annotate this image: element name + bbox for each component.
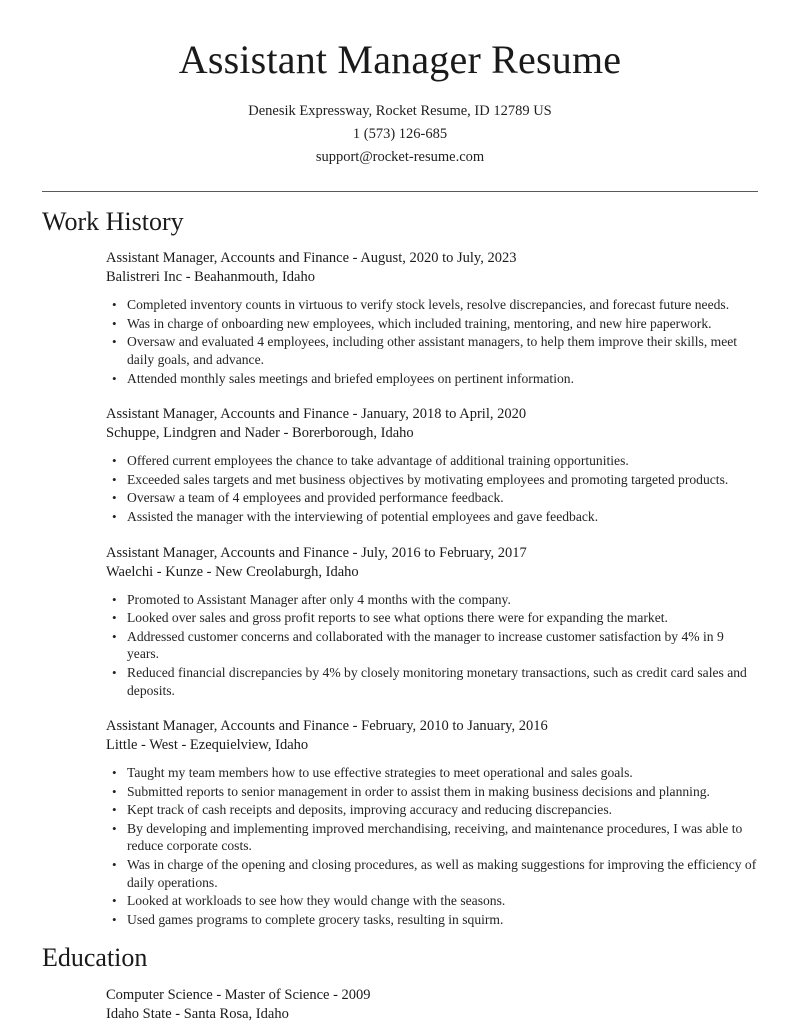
list-item bbox=[106, 591, 758, 609]
bullet-text: Used games programs to complete grocery tasks, resulting in squirm. bbox=[127, 911, 504, 927]
list-item bbox=[106, 452, 758, 470]
bullet-icon: • bbox=[112, 783, 117, 799]
page-title: Assistant Manager Resume bbox=[178, 37, 622, 82]
bullet-icon: • bbox=[112, 334, 117, 350]
section-heading-work-history: Work History bbox=[42, 207, 184, 236]
work-entry bbox=[106, 717, 758, 928]
header-divider bbox=[42, 191, 758, 192]
bullet-icon: • bbox=[112, 490, 117, 506]
bullet-icon: • bbox=[112, 471, 117, 487]
list-item bbox=[106, 892, 758, 910]
list-item bbox=[106, 764, 758, 782]
job-title: Assistant Manager, Accounts and Finance - August, 2020 to July, 2023 bbox=[106, 250, 517, 267]
list-item bbox=[106, 315, 758, 333]
bullet-icon: • bbox=[112, 315, 117, 331]
bullet-text: Offered current employees the chance to take advantage of additional training opportunities. bbox=[127, 453, 629, 469]
bullet-text: By developing and implementing improved merchandising, receiving, and maintenance procedures, I was able to reduce corporate costs. bbox=[127, 820, 743, 854]
list-item bbox=[106, 370, 758, 388]
list-item bbox=[106, 820, 758, 855]
bullet-icon: • bbox=[112, 628, 117, 644]
bullet-text: Kept track of cash receipts and deposits, improving accuracy and reducing discrepancies. bbox=[127, 802, 613, 818]
list-item bbox=[106, 471, 758, 489]
work-history-entries bbox=[42, 249, 758, 928]
bullet-icon: • bbox=[112, 857, 117, 873]
contact-phone: 1 (573) 126-685 bbox=[352, 126, 448, 142]
contact-block bbox=[42, 100, 758, 169]
list-item bbox=[106, 911, 758, 929]
section-work-history bbox=[42, 206, 758, 928]
bullet-text: Addressed customer concerns and collaborated with the manager to increase customer satisfaction by 4% in 9 years. bbox=[127, 628, 724, 662]
bullet-text: Oversaw a team of 4 employees and provided performance feedback. bbox=[127, 490, 504, 506]
list-item bbox=[106, 296, 758, 314]
bullet-text: Was in charge of onboarding new employees, which included training, mentoring, and new hire paperwork. bbox=[127, 315, 712, 331]
list-item bbox=[106, 489, 758, 507]
job-title: Assistant Manager, Accounts and Finance - February, 2010 to January, 2016 bbox=[106, 718, 548, 735]
job-bullets bbox=[106, 591, 758, 700]
bullet-icon: • bbox=[112, 664, 117, 680]
bullet-icon: • bbox=[112, 508, 117, 524]
work-entry bbox=[106, 249, 758, 387]
bullet-text: Taught my team members how to use effective strategies to meet operational and sales goals. bbox=[127, 765, 633, 781]
job-bullets bbox=[106, 764, 758, 928]
bullet-text: Submitted reports to senior management in order to assist them in making business decisions and planning. bbox=[127, 783, 710, 799]
bullet-icon: • bbox=[112, 820, 117, 836]
bullet-icon: • bbox=[112, 610, 117, 626]
job-company: Schuppe, Lindgren and Nader - Borerborough, Idaho bbox=[106, 425, 414, 442]
bullet-text: Exceeded sales targets and met business objectives by motivating employees and promoting targeted products. bbox=[127, 471, 729, 487]
bullet-text: Looked over sales and gross profit reports to see what options there were for expanding the market. bbox=[127, 610, 668, 626]
education-entry bbox=[106, 986, 758, 1024]
job-title: Assistant Manager, Accounts and Finance - January, 2018 to April, 2020 bbox=[106, 406, 527, 423]
work-entry bbox=[106, 405, 758, 525]
section-education bbox=[42, 942, 758, 1023]
list-item bbox=[106, 664, 758, 699]
bullet-text: Oversaw and evaluated 4 employees, including other assistant managers, to help them improve their skills, meet daily goals, and advance. bbox=[127, 334, 738, 367]
bullet-icon: • bbox=[112, 453, 117, 469]
bullet-text: Assisted the manager with the interviewing of potential employees and gave feedback. bbox=[127, 508, 599, 524]
degree-title: Computer Science - Master of Science - 2009 bbox=[106, 986, 371, 1003]
bullet-text: Attended monthly sales meetings and briefed employees on pertinent information. bbox=[127, 370, 574, 386]
section-heading-education: Education bbox=[42, 943, 148, 973]
list-item bbox=[106, 783, 758, 801]
bullet-text: Was in charge of the opening and closing procedures, as well as making suggestions for improving the efficiency of daily operations. bbox=[127, 857, 757, 890]
education-entries bbox=[42, 986, 758, 1024]
list-item bbox=[106, 333, 758, 368]
bullet-text: Reduced financial discrepancies by 4% by closely monitoring monetary transactions, such as credit card sales and deposits. bbox=[127, 664, 747, 698]
job-company: Waelchi - Kunze - New Creolaburgh, Idaho bbox=[106, 563, 359, 580]
bullet-text: Looked at workloads to see how they would change with the seasons. bbox=[127, 893, 506, 909]
list-item bbox=[106, 508, 758, 526]
list-item bbox=[106, 801, 758, 819]
bullet-text: Completed inventory counts in virtuous to verify stock levels, resolve discrepancies, and forecast future needs. bbox=[127, 297, 730, 313]
bullet-icon: • bbox=[112, 370, 117, 386]
bullet-text: Promoted to Assistant Manager after only 4 months with the company. bbox=[127, 591, 511, 607]
bullet-icon: • bbox=[112, 765, 117, 781]
list-item bbox=[106, 856, 758, 891]
bullet-icon: • bbox=[112, 802, 117, 818]
list-item bbox=[106, 609, 758, 627]
bullet-icon: • bbox=[112, 893, 117, 909]
bullet-icon: • bbox=[112, 591, 117, 607]
bullet-icon: • bbox=[112, 911, 117, 927]
job-bullets bbox=[106, 296, 758, 387]
list-item bbox=[106, 628, 758, 663]
bullet-icon: • bbox=[112, 297, 117, 313]
work-entry bbox=[106, 544, 758, 700]
contact-address: Denesik Expressway, Rocket Resume, ID 12789 US bbox=[248, 103, 552, 119]
contact-email: support@rocket-resume.com bbox=[315, 149, 485, 165]
job-title: Assistant Manager, Accounts and Finance - July, 2016 to February, 2017 bbox=[106, 544, 527, 561]
job-bullets bbox=[106, 452, 758, 525]
job-company: Little - West - Ezequielview, Idaho bbox=[106, 737, 309, 754]
job-company: Balistreri Inc - Beahanmouth, Idaho bbox=[106, 269, 315, 286]
school-name: Idaho State - Santa Rosa, Idaho bbox=[106, 1005, 289, 1022]
